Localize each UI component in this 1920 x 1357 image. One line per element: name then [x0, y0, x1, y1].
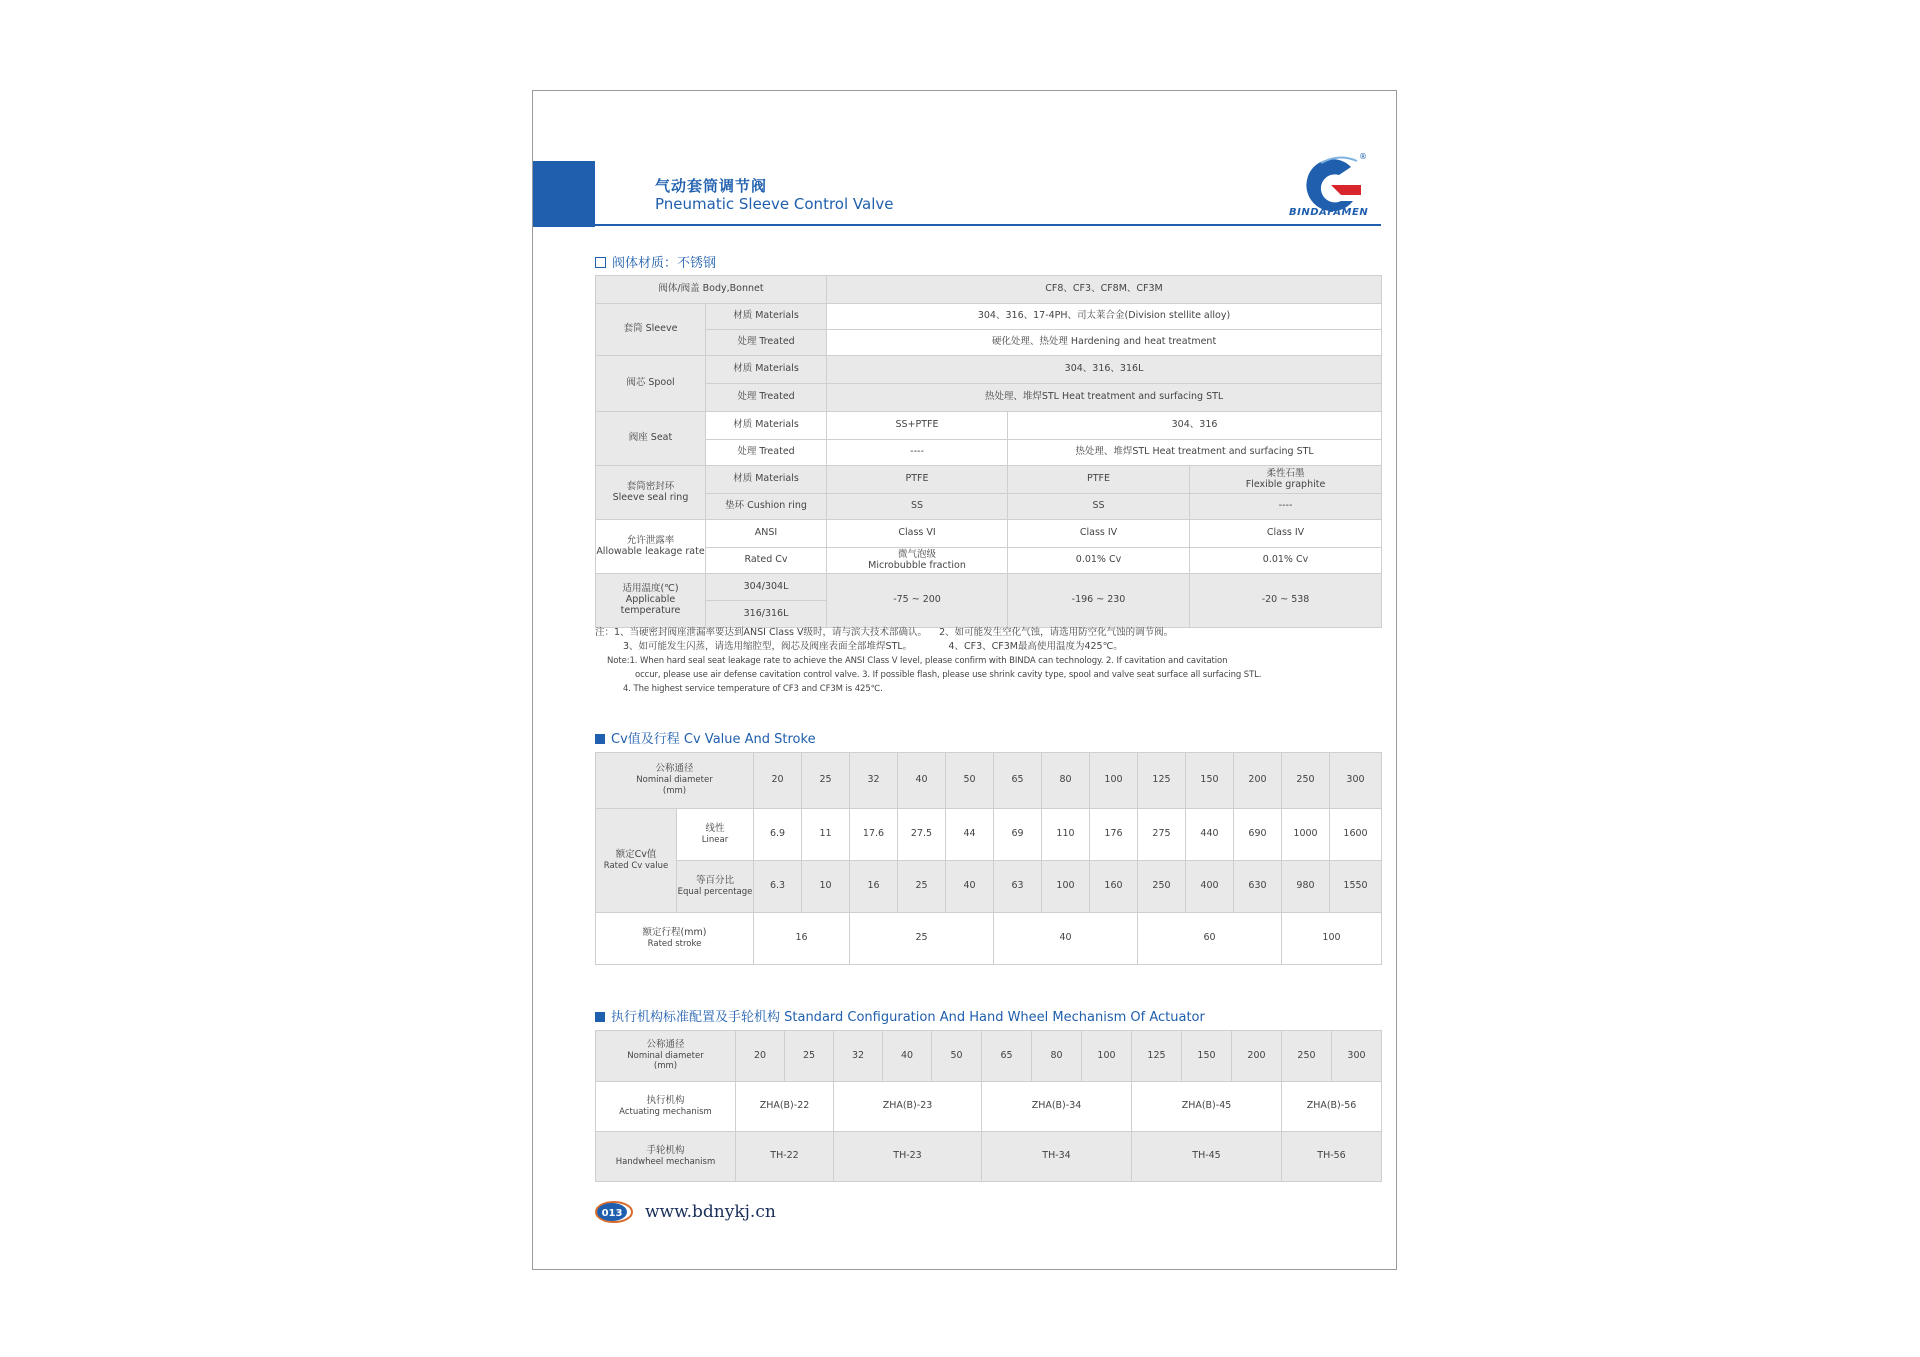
temp-material-2: 316/316L — [706, 601, 827, 628]
materials-label: 材质 Materials — [706, 412, 827, 440]
linear-cell: 27.5 — [898, 809, 946, 861]
diameter-cell: 150 — [1186, 753, 1234, 809]
linear-cell: 1600 — [1330, 809, 1382, 861]
section-title-text: 阀体材质：不锈钢 — [612, 256, 717, 271]
handwheel-cell: TH-34 — [982, 1132, 1132, 1182]
website-url[interactable]: www.bdnykj.cn — [645, 1202, 776, 1222]
catalog-page — [532, 90, 1397, 1270]
sleeve-seal-ring-label — [596, 466, 706, 520]
header-rule — [595, 224, 1381, 226]
header-accent-block — [533, 161, 595, 227]
handwheel-cell: TH-56 — [1282, 1132, 1382, 1182]
nominal-diameter-label — [596, 1031, 736, 1082]
leak-3: 0.01% Cv — [1190, 548, 1382, 574]
cv-equal-row — [596, 861, 1382, 913]
diameter-cell: 65 — [982, 1031, 1032, 1082]
handwheel-label — [596, 1132, 736, 1182]
handwheel-cell: TH-23 — [834, 1132, 982, 1182]
diameter-cell: 32 — [834, 1031, 883, 1082]
body-value: CF8、CF3、CF8M、CF3M — [827, 276, 1382, 304]
diameter-cell: 100 — [1082, 1031, 1132, 1082]
linear-cell: 110 — [1042, 809, 1090, 861]
actuator-cell: ZHA(B)-23 — [834, 1082, 982, 1132]
diameter-cell: 40 — [883, 1031, 932, 1082]
linear-cell: 1000 — [1282, 809, 1330, 861]
equal-en: Equal percentage — [677, 886, 753, 897]
page-title-en: Pneumatic Sleeve Control Valve — [655, 195, 894, 213]
stroke-cell: 60 — [1138, 913, 1282, 965]
equal-cell: 160 — [1090, 861, 1138, 913]
sleeve-treated: 硬化处理、热处理 Hardening and heat treatment — [827, 330, 1382, 356]
spool-label: 阀芯 Spool — [596, 356, 706, 412]
page-number: 013 — [601, 1208, 623, 1219]
temp-3: -20 ~ 538 — [1190, 574, 1382, 628]
nominal-en: Nominal diameter — [627, 1050, 704, 1061]
ring-material-3 — [1190, 466, 1382, 494]
sleeve-material: 304、316、17-4PH、司太莱合金(Division stellite alloy) — [827, 304, 1382, 330]
ring-label-cn: 套筒密封环 — [626, 480, 675, 492]
handwheel-cn: 手轮机构 — [646, 1144, 685, 1156]
treated-label: 处理 Treated — [706, 440, 827, 466]
actuator-cell: ZHA(B)-22 — [736, 1082, 834, 1132]
treated-label: 处理 Treated — [706, 384, 827, 412]
section-square-icon — [595, 257, 606, 268]
handwheel-cell: TH-45 — [1132, 1132, 1282, 1182]
handwheel-en: Handwheel mechanism — [615, 1156, 716, 1167]
stroke-cell: 100 — [1282, 913, 1382, 965]
diameter-cell: 250 — [1282, 1031, 1332, 1082]
rated-cv-label: Rated Cv — [706, 548, 827, 574]
equal-cell: 630 — [1234, 861, 1282, 913]
materials-label: 材质 Materials — [706, 356, 827, 384]
linear-cell: 44 — [946, 809, 994, 861]
linear-en: Linear — [701, 834, 729, 845]
section-title-text: 执行机构标准配置及手轮机构 Standard Configuration And Hand Wheel Mechanism Of Actuator — [611, 1010, 1205, 1025]
diameter-cell: 125 — [1132, 1031, 1182, 1082]
stroke-cell: 40 — [994, 913, 1138, 965]
equal-cell: 63 — [994, 861, 1042, 913]
materials-label: 材质 Materials — [706, 304, 827, 330]
actuator-en: Actuating mechanism — [619, 1106, 712, 1117]
leakage-label — [596, 520, 706, 574]
note-en-1: Note:1. When hard seal seat leakage rate to achieve the ANSI Class V level, please confirm with BINDA can technology. 2. If cavitation and cavitation — [607, 656, 1228, 666]
stroke-en: Rated stroke — [647, 938, 702, 949]
class-1: Class VI — [827, 520, 1008, 548]
seat-material-2: 304、316 — [1008, 412, 1382, 440]
diameter-cell: 25 — [802, 753, 850, 809]
material-table — [595, 275, 1382, 628]
section-title-material — [595, 252, 716, 271]
nominal-cn: 公称通径 — [655, 763, 694, 775]
class-2: Class IV — [1008, 520, 1190, 548]
ansi-label: ANSI — [706, 520, 827, 548]
equal-cell: 16 — [850, 861, 898, 913]
section-square-icon — [595, 1012, 605, 1022]
diameter-cell: 32 — [850, 753, 898, 809]
equal-cell: 1550 — [1330, 861, 1382, 913]
logo-text: BINDAFAMEN — [1289, 207, 1369, 218]
note-line-1 — [595, 626, 1385, 640]
treated-label: 处理 Treated — [706, 330, 827, 356]
diameter-cell: 20 — [754, 753, 802, 809]
handwheel-cell: TH-22 — [736, 1132, 834, 1182]
cv-stroke-row — [596, 913, 1382, 965]
equal-cell: 10 — [802, 861, 850, 913]
equal-cell: 980 — [1282, 861, 1330, 913]
equal-cell: 40 — [946, 861, 994, 913]
linear-cell: 6.9 — [754, 809, 802, 861]
linear-cell: 275 — [1138, 809, 1186, 861]
diameter-cell: 150 — [1182, 1031, 1232, 1082]
linear-cell: 690 — [1234, 809, 1282, 861]
equal-cell: 25 — [898, 861, 946, 913]
cv-linear-row — [596, 809, 1382, 861]
section-title-cv — [595, 728, 816, 747]
note-1: 注：1、当硬密封阀座泄漏率要达到ANSI Class V级时，请与滨大技术部确认。 — [595, 627, 928, 638]
linear-cell: 176 — [1090, 809, 1138, 861]
diameter-cell: 300 — [1332, 1031, 1382, 1082]
page-content — [583, 91, 1403, 1271]
diameter-cell: 80 — [1032, 1031, 1082, 1082]
diameter-cell: 25 — [785, 1031, 834, 1082]
leak-label-en: Allowable leakage rate — [596, 545, 705, 557]
diameter-cell: 80 — [1042, 753, 1090, 809]
note-line-2 — [595, 640, 1385, 654]
seat-material-1: SS+PTFE — [827, 412, 1008, 440]
seat-treated-2: 热处理、堆焊STL Heat treatment and surfacing STL — [1008, 440, 1382, 466]
diameter-cell: 65 — [994, 753, 1042, 809]
temperature-label — [596, 574, 706, 628]
actuator-row — [596, 1082, 1382, 1132]
linear-cell: 11 — [802, 809, 850, 861]
leak-1-cn: 微气泡级 — [898, 548, 937, 560]
seat-treated-1: ---- — [827, 440, 1008, 466]
diameter-cell: 50 — [946, 753, 994, 809]
actuator-cn: 执行机构 — [646, 1094, 685, 1106]
actuator-cell: ZHA(B)-34 — [982, 1082, 1132, 1132]
leak-1 — [827, 548, 1008, 574]
diameter-cell: 200 — [1232, 1031, 1282, 1082]
class-3: Class IV — [1190, 520, 1382, 548]
linear-label — [677, 809, 754, 861]
leak-2: 0.01% Cv — [1008, 548, 1190, 574]
rated-cv-label — [596, 809, 677, 913]
ring-material-2: PTFE — [1008, 466, 1190, 494]
linear-cell: 440 — [1186, 809, 1234, 861]
ring-material-3-en: Flexible graphite — [1245, 478, 1326, 490]
diameter-cell: 40 — [898, 753, 946, 809]
cushion-2: SS — [1008, 494, 1190, 520]
rated-stroke-label — [596, 913, 754, 965]
equal-cell: 250 — [1138, 861, 1186, 913]
temp-1: -75 ~ 200 — [827, 574, 1008, 628]
section-title-actuator — [595, 1006, 1205, 1025]
cv-diameter-row — [596, 753, 1382, 809]
seat-label: 阀座 Seat — [596, 412, 706, 466]
page-title-cn: 气动套筒调节阀 — [655, 177, 768, 195]
actuator-diameter-row — [596, 1031, 1382, 1082]
equal-cell: 6.3 — [754, 861, 802, 913]
ring-label-en: Sleeve seal ring — [612, 491, 689, 503]
linear-cell: 17.6 — [850, 809, 898, 861]
section-square-icon — [595, 734, 605, 744]
rated-cv-cn: 额定Cv值 — [615, 848, 657, 860]
ring-material-3-cn: 柔性石墨 — [1266, 467, 1305, 479]
stroke-cn: 额定行程(mm) — [642, 926, 707, 938]
note-2: 2、如可能发生空化气蚀，请选用防空化气蚀的调节阀。 — [939, 627, 1174, 638]
nominal-cn: 公称通径 — [646, 1038, 685, 1050]
linear-cn: 线性 — [705, 822, 725, 834]
notes-block — [595, 626, 1385, 696]
handwheel-row — [596, 1132, 1382, 1182]
cv-table — [595, 752, 1382, 965]
equal-cn: 等百分比 — [695, 874, 734, 886]
registered-mark: ® — [1359, 152, 1367, 161]
actuator-cell: ZHA(B)-56 — [1282, 1082, 1382, 1132]
actuator-table — [595, 1030, 1382, 1182]
body-label: 阀体/阀盖 Body,Bonnet — [596, 276, 827, 304]
nominal-diameter-label — [596, 753, 754, 809]
cushion-1: SS — [827, 494, 1008, 520]
cushion-label: 垫环 Cushion ring — [706, 494, 827, 520]
diameter-cell: 100 — [1090, 753, 1138, 809]
nominal-unit: (mm) — [653, 1061, 678, 1072]
nominal-en: Nominal diameter — [636, 775, 713, 786]
cushion-3: ---- — [1190, 494, 1382, 520]
sleeve-label: 套筒 Sleeve — [596, 304, 706, 356]
actuator-label — [596, 1082, 736, 1132]
diameter-cell: 20 — [736, 1031, 785, 1082]
leak-1-en: Microbubble fraction — [868, 559, 966, 571]
equal-cell: 100 — [1042, 861, 1090, 913]
diameter-cell: 300 — [1330, 753, 1382, 809]
equal-cell: 400 — [1186, 861, 1234, 913]
note-en-2: occur, please use air defense cavitation control valve. 3. If possible flash, please use shrink cavity type, spool and valve seat surface all surfacing STL. — [635, 670, 1262, 680]
actuator-cell: ZHA(B)-45 — [1132, 1082, 1282, 1132]
temp-material-1: 304/304L — [706, 574, 827, 601]
spool-material: 304、316、316L — [827, 356, 1382, 384]
temp-label-cn: 适用温度(℃) — [622, 583, 679, 595]
note-3: 3、如可能发生闪蒸，请选用缩腔型，阀芯及阀座表面全部堆焊STL。 — [623, 641, 913, 652]
equal-label — [677, 861, 754, 913]
nominal-unit: (mm) — [662, 785, 687, 796]
materials-label: 材质 Materials — [706, 466, 827, 494]
page-number-badge — [595, 1201, 633, 1223]
temp-label-en: Applicable temperature — [620, 594, 681, 616]
stroke-cell: 16 — [754, 913, 850, 965]
diameter-cell: 50 — [932, 1031, 982, 1082]
ring-material-1: PTFE — [827, 466, 1008, 494]
note-en-3: 4. The highest service temperature of CF3 and CF3M is 425℃. — [623, 684, 883, 694]
note-4: 4、CF3、CF3M最高使用温度为425℃。 — [948, 641, 1123, 652]
leak-label-cn: 允许泄露率 — [626, 534, 675, 546]
linear-cell: 69 — [994, 809, 1042, 861]
section-title-text: Cv值及行程 Cv Value And Stroke — [611, 732, 816, 747]
stroke-cell: 25 — [850, 913, 994, 965]
spool-treated: 热处理、堆焊STL Heat treatment and surfacing STL — [827, 384, 1382, 412]
temp-2: -196 ~ 230 — [1008, 574, 1190, 628]
diameter-cell: 200 — [1234, 753, 1282, 809]
diameter-cell: 125 — [1138, 753, 1186, 809]
rated-cv-en: Rated Cv value — [603, 860, 669, 871]
diameter-cell: 250 — [1282, 753, 1330, 809]
